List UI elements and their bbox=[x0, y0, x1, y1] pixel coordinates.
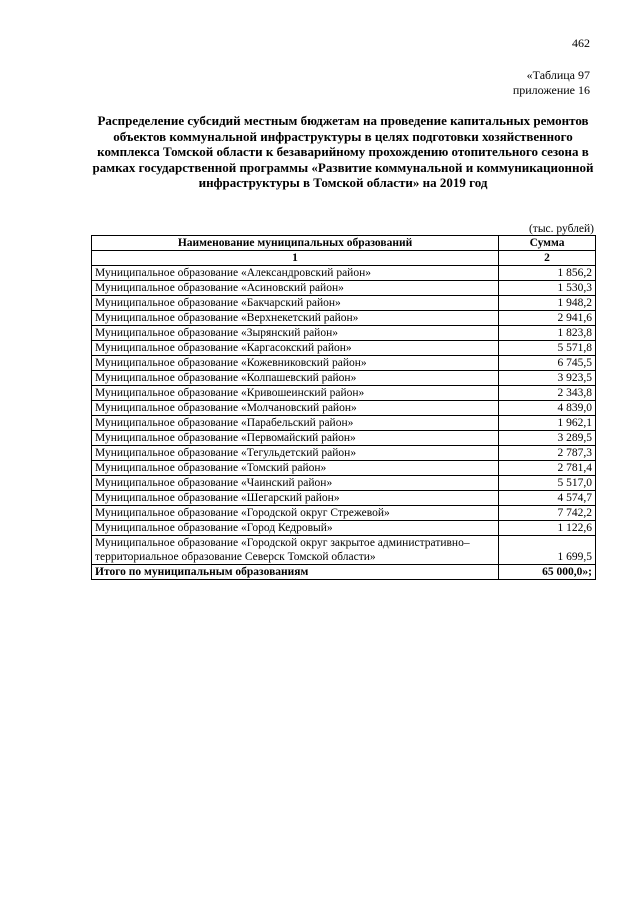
table-row bbox=[92, 326, 596, 341]
table-row bbox=[92, 266, 596, 281]
document-title: Распределение субсидий местным бюджетам на проведение капитальных ремонтов объектов коммунальной инфраструктуры в целях подготовки хозяйственного комплекса Томской области к безаварийному прохождению отопительного сезона в рамках государственной программы «Развитие коммунальной и коммуникационной инфраструктуры в Томской области» на 2019 год bbox=[92, 113, 594, 190]
table-row bbox=[92, 536, 596, 565]
table-number: «Таблица 97 bbox=[526, 68, 590, 82]
table-row bbox=[92, 476, 596, 491]
subsidy-amount: 4 574,7 bbox=[499, 491, 596, 506]
municipality-name: Муниципальное образование «Тегульдетский район» bbox=[92, 446, 499, 461]
table-row bbox=[92, 416, 596, 431]
subsidy-amount: 6 745,5 bbox=[499, 356, 596, 371]
subsidy-amount: 1 948,2 bbox=[499, 296, 596, 311]
table-row bbox=[92, 431, 596, 446]
subsidy-amount: 1 699,5 bbox=[499, 536, 596, 565]
subsidy-amount: 4 839,0 bbox=[499, 401, 596, 416]
subsidy-amount: 1 962,1 bbox=[499, 416, 596, 431]
municipality-name: Муниципальное образование «Колпашевский район» bbox=[92, 371, 499, 386]
allocation-table bbox=[91, 235, 596, 580]
subsidy-amount: 2 343,8 bbox=[499, 386, 596, 401]
municipality-name: Муниципальное образование «Первомайский район» bbox=[92, 431, 499, 446]
total-sum: 65 000,0»; bbox=[499, 565, 596, 580]
total-label: Итого по муниципальным образованиям bbox=[92, 565, 499, 580]
page-number: 462 bbox=[572, 36, 590, 50]
municipality-name: Муниципальное образование «Городской округ закрытое административно–территориальное образование Северск Томской области» bbox=[92, 536, 499, 565]
table-row bbox=[92, 371, 596, 386]
table-row bbox=[92, 521, 596, 536]
header-name: Наименование муниципальных образований bbox=[92, 236, 499, 251]
municipality-name: Муниципальное образование «Молчановский район» bbox=[92, 401, 499, 416]
table-row bbox=[92, 341, 596, 356]
header-row bbox=[92, 236, 596, 251]
table-row bbox=[92, 446, 596, 461]
subsidy-amount: 2 781,4 bbox=[499, 461, 596, 476]
subsidy-amount: 5 571,8 bbox=[499, 341, 596, 356]
table-row bbox=[92, 281, 596, 296]
subsidy-amount: 1 823,8 bbox=[499, 326, 596, 341]
appendix-number: приложение 16 bbox=[512, 83, 590, 97]
subsidy-amount: 3 923,5 bbox=[499, 371, 596, 386]
table-row bbox=[92, 311, 596, 326]
table-row bbox=[92, 461, 596, 476]
subsidy-amount: 5 517,0 bbox=[499, 476, 596, 491]
subsidy-amount: 3 289,5 bbox=[499, 431, 596, 446]
municipality-name: Муниципальное образование «Бакчарский район» bbox=[92, 296, 499, 311]
municipality-name: Муниципальное образование «Городской округ Стрежевой» bbox=[92, 506, 499, 521]
subsidy-amount: 2 941,6 bbox=[499, 311, 596, 326]
column-index-name: 1 bbox=[92, 251, 499, 266]
table-row bbox=[92, 386, 596, 401]
municipality-name: Муниципальное образование «Парабельский район» bbox=[92, 416, 499, 431]
table-caption bbox=[513, 68, 590, 98]
table-row bbox=[92, 296, 596, 311]
municipality-name: Муниципальное образование «Кожевниковский район» bbox=[92, 356, 499, 371]
municipality-name: Муниципальное образование «Верхнекетский район» bbox=[92, 311, 499, 326]
municipality-name: Муниципальное образование «Александровский район» bbox=[92, 266, 499, 281]
municipality-name: Муниципальное образование «Шегарский район» bbox=[92, 491, 499, 506]
column-index-row bbox=[92, 251, 596, 266]
municipality-name: Муниципальное образование «Кривошеинский район» bbox=[92, 386, 499, 401]
municipality-name: Муниципальное образование «Зырянский район» bbox=[92, 326, 499, 341]
table-row bbox=[92, 506, 596, 521]
table-row bbox=[92, 356, 596, 371]
table-row bbox=[92, 491, 596, 506]
municipality-name: Муниципальное образование «Каргасокский район» bbox=[92, 341, 499, 356]
subsidy-amount: 2 787,3 bbox=[499, 446, 596, 461]
municipality-name: Муниципальное образование «Томский район» bbox=[92, 461, 499, 476]
subsidy-amount: 1 530,3 bbox=[499, 281, 596, 296]
total-row bbox=[92, 565, 596, 580]
municipality-name: Муниципальное образование «Асиновский район» bbox=[92, 281, 499, 296]
subsidy-amount: 1 856,2 bbox=[499, 266, 596, 281]
column-index-sum: 2 bbox=[499, 251, 596, 266]
subsidy-amount: 1 122,6 bbox=[499, 521, 596, 536]
header-sum: Сумма bbox=[499, 236, 596, 251]
units-label: (тыс. рублей) bbox=[528, 223, 594, 235]
municipality-name: Муниципальное образование «Город Кедровый» bbox=[92, 521, 499, 536]
municipality-name: Муниципальное образование «Чаинский район» bbox=[92, 476, 499, 491]
table-row bbox=[92, 401, 596, 416]
subsidy-amount: 7 742,2 bbox=[499, 506, 596, 521]
